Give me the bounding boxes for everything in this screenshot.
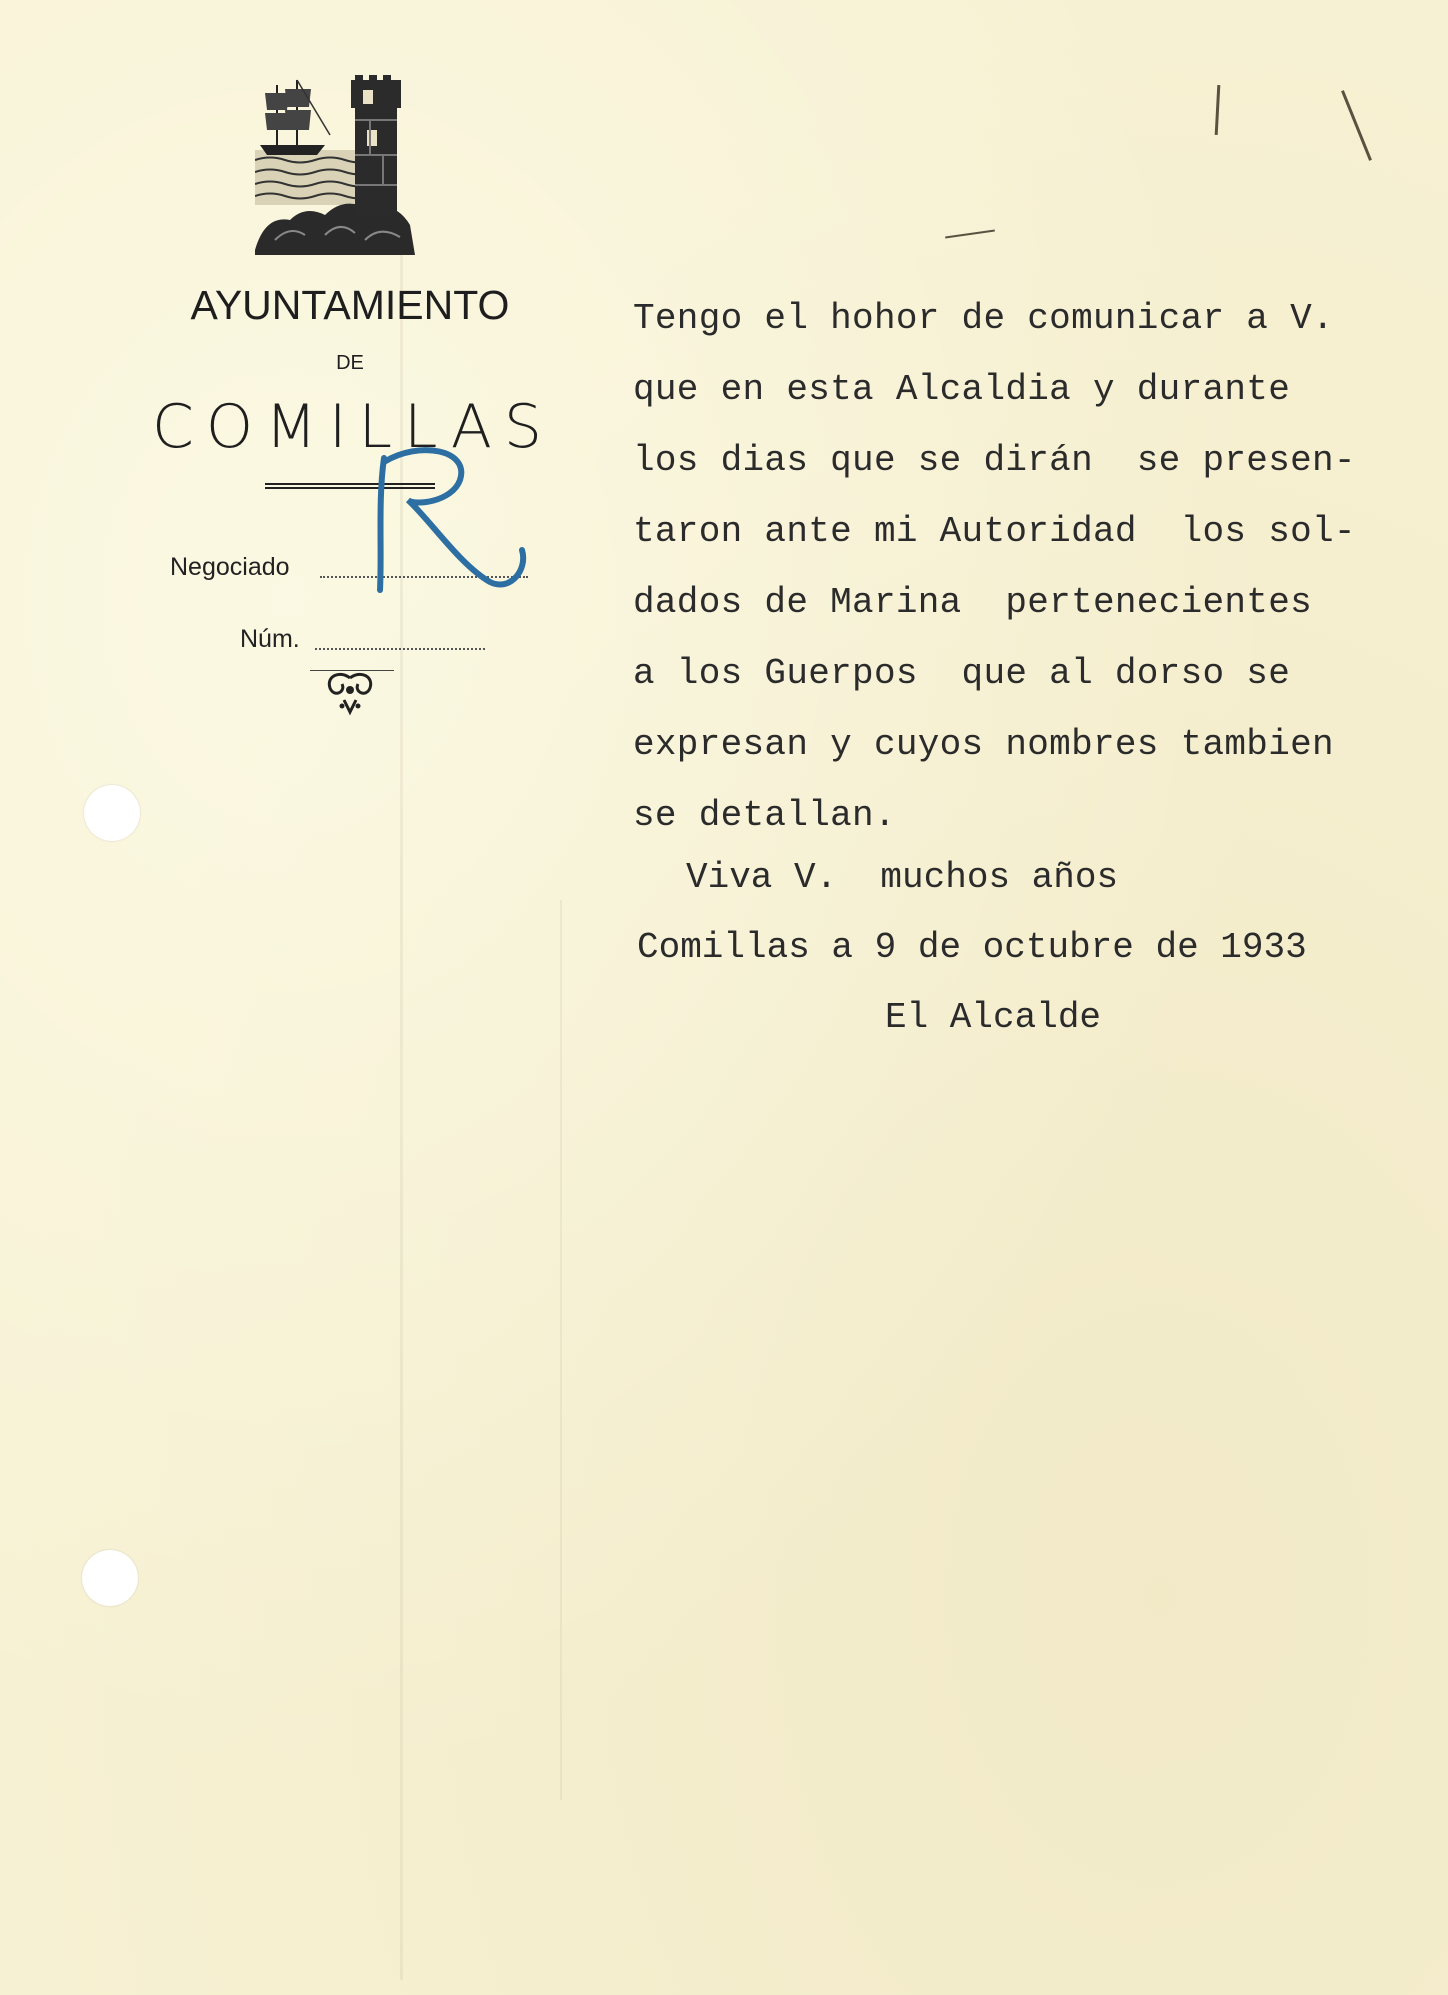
place-date: Comillas a 9 de octubre de 1933 xyxy=(637,927,1307,968)
ship-and-lighthouse-emblem-icon xyxy=(255,75,415,255)
letter-line: taron ante mi Autoridad los sol- xyxy=(633,511,1356,552)
letterhead-town: COMILLAS xyxy=(152,392,554,462)
paper-mark xyxy=(1215,85,1221,135)
paper-mark xyxy=(1341,90,1372,161)
signatory: El Alcalde xyxy=(885,997,1102,1038)
letter-line: dados de Marina pertenecientes xyxy=(633,582,1313,623)
fleuron-ornament-icon xyxy=(320,670,380,720)
paper-crease xyxy=(560,900,562,1800)
letter-body xyxy=(633,283,1433,851)
paper-mark xyxy=(945,230,995,239)
letterhead-organization: AYUNTAMIENTO xyxy=(190,282,510,328)
letter-line: Tengo el hohor de comunicar a V. xyxy=(633,298,1334,339)
negociado-label: Negociado xyxy=(170,553,290,581)
letterhead-preposition: DE xyxy=(336,352,364,374)
handwritten-r-mark xyxy=(360,440,540,600)
num-dotted-line xyxy=(315,648,485,650)
num-label: Núm. xyxy=(240,625,300,653)
punch-hole xyxy=(84,785,140,841)
punch-hole xyxy=(82,1550,138,1606)
letter-line: a los Guerpos que al dorso se xyxy=(633,653,1291,694)
salutation: Viva V. muchos años xyxy=(686,857,1119,898)
letter-line: los dias que se dirán se presen- xyxy=(633,440,1356,481)
letter-line: expresan y cuyos nombres tambien xyxy=(633,724,1334,765)
letter-line: se detallan. xyxy=(633,795,896,836)
letter-line: que en esta Alcaldia y durante xyxy=(633,369,1291,410)
